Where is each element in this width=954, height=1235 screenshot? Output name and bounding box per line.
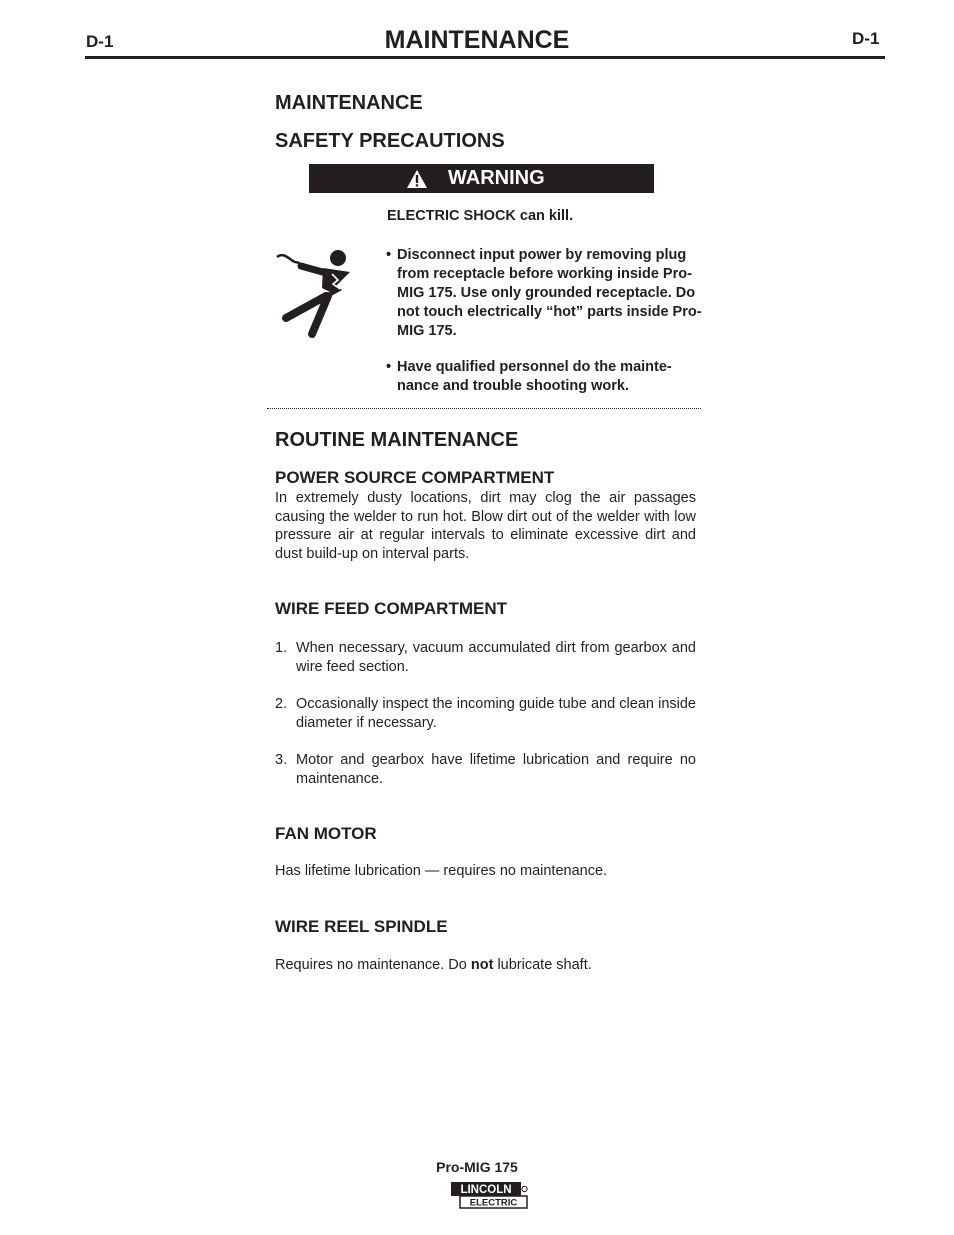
wire-feed-item-1-text: When necessary, vacuum accumulated dirt from gearbox and wire feed section. bbox=[296, 640, 696, 675]
lincoln-electric-logo bbox=[450, 1181, 530, 1210]
wire-reel-text-after: lubricate shaft. bbox=[493, 957, 592, 973]
section-safety-heading: SAFETY PRECAUTIONS bbox=[275, 130, 505, 152]
logo-bottom-text: ELECTRIC bbox=[469, 1197, 518, 1209]
wire-feed-item-2 bbox=[275, 695, 696, 732]
warning-bullet-1-text: Disconnect input power by removing plug from receptacle before working inside Pro-MIG 175. Use only grounded receptacle. Do not touch electrically “hot” parts inside Pro-MIG 175. bbox=[397, 247, 702, 339]
warning-label: WARNING bbox=[448, 167, 545, 189]
wire-reel-heading: WIRE REEL SPINDLE bbox=[275, 917, 448, 936]
page-code-left: D-1 bbox=[86, 32, 114, 51]
warning-bullet-2: • Have qualified personnel do the mainte- nance and trouble shooting work. bbox=[386, 358, 706, 396]
page-code-right: D-1 bbox=[852, 29, 880, 48]
wire-feed-item-3 bbox=[275, 751, 696, 788]
warning-triangle-icon bbox=[406, 169, 428, 189]
footer-model: Pro-MIG 175 bbox=[436, 1159, 518, 1175]
power-source-heading: POWER SOURCE COMPARTMENT bbox=[275, 468, 555, 487]
header-rule bbox=[85, 56, 885, 59]
wire-reel-text-before: Requires no maintenance. Do bbox=[275, 957, 471, 973]
wire-feed-item-1 bbox=[275, 639, 696, 676]
wire-feed-item-1-number: 1. bbox=[275, 640, 288, 656]
wire-feed-item-2-text: Occasionally inspect the incoming guide tube and clean inside diameter if necessary. bbox=[296, 696, 696, 731]
logo-top-text: LINCOLN bbox=[460, 1184, 512, 1196]
wire-reel-text-bold: not bbox=[470, 957, 494, 973]
wire-feed-item-3-number: 3. bbox=[275, 752, 288, 768]
wire-feed-heading: WIRE FEED COMPARTMENT bbox=[275, 599, 508, 618]
warning-banner bbox=[309, 164, 654, 193]
wire-feed-item-2-number: 2. bbox=[275, 696, 288, 712]
power-source-text: In extremely dusty locations, dirt may clog the air passages causing the welder to run hot. Blow dirt out of the welder with low pressure air at regular intervals to eliminate excessive dirt and dust build-up on interval parts. bbox=[275, 490, 696, 562]
fan-motor-heading: FAN MOTOR bbox=[275, 824, 377, 843]
section-maintenance-heading: MAINTENANCE bbox=[275, 92, 423, 114]
wire-reel-text bbox=[275, 957, 592, 973]
page-title: MAINTENANCE bbox=[384, 26, 570, 54]
dotted-divider bbox=[267, 408, 701, 409]
fan-motor-text: Has lifetime lubrication — requires no maintenance. bbox=[275, 863, 608, 879]
warning-lead: ELECTRIC SHOCK can kill. bbox=[387, 208, 574, 224]
warning-bullet-1: • Disconnect input power by removing plug from receptacle before working inside Pro-MIG 175. Use only grounded receptacle. Do not touch electrically “hot” parts inside Pro-MIG 175. bbox=[386, 246, 706, 341]
warning-bullet-2-text: Have qualified personnel do the mainte- nance and trouble shooting work. bbox=[397, 359, 672, 394]
section-routine-heading: ROUTINE MAINTENANCE bbox=[275, 429, 519, 451]
electric-shock-icon bbox=[274, 246, 366, 344]
wire-feed-item-3-text: Motor and gearbox have lifetime lubrication and require no maintenance. bbox=[296, 752, 696, 787]
